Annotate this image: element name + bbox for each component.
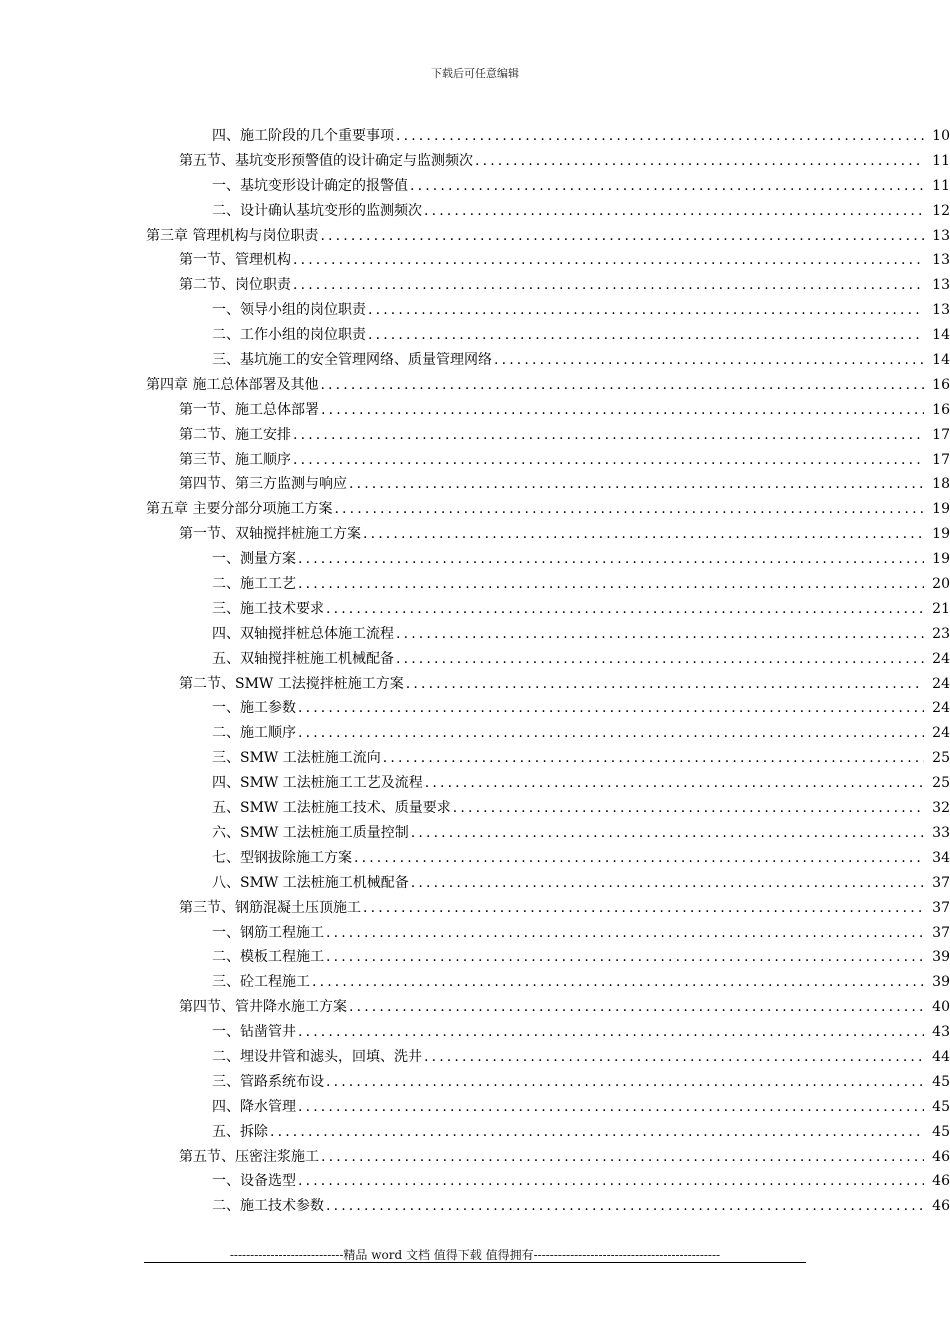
toc-entry-page-number: 14	[932, 352, 950, 369]
toc-entry-title: 八、SMW 工法桩施工机械配备	[212, 874, 409, 891]
toc-entry-title: 第三章 管理机构与岗位职责	[146, 227, 319, 244]
dot-leader	[298, 1095, 924, 1120]
dot-leader	[298, 1020, 924, 1045]
dot-leader	[475, 149, 924, 174]
toc-entry-page-number: 13	[932, 277, 950, 294]
toc-entry-title: 一、施工参数	[212, 700, 296, 717]
toc-entry-page-number: 11	[932, 177, 950, 194]
dot-leader	[383, 746, 924, 771]
toc-entry-title: 第二节、SMW 工法搅拌桩施工方案	[179, 675, 404, 692]
toc-entry[interactable]	[0, 348, 950, 373]
toc-entry-page-number: 16	[932, 376, 950, 393]
toc-entry[interactable]	[0, 323, 950, 348]
toc-entry-title: 一、测量方案	[212, 551, 296, 568]
toc-entry-page-number: 45	[932, 1098, 950, 1115]
dot-leader	[326, 1070, 924, 1095]
toc-entry[interactable]	[0, 199, 950, 224]
toc-entry-title: 五、SMW 工法桩施工技术、质量要求	[212, 800, 451, 817]
dot-leader	[293, 273, 924, 298]
toc-entry-page-number: 40	[932, 999, 950, 1016]
toc-entry-title: 第四章 施工总体部署及其他	[146, 376, 319, 393]
toc-entry[interactable]	[0, 497, 950, 522]
toc-entry-title: 一、领导小组的岗位职责	[212, 302, 366, 319]
toc-entry-title: 第三节、施工顺序	[179, 451, 291, 468]
toc-entry-title: 三、基坑施工的安全管理网络、质量管理网络	[212, 352, 492, 369]
dot-leader	[349, 995, 924, 1020]
toc-entry[interactable]	[0, 1169, 950, 1194]
footer-divider	[144, 1262, 806, 1263]
toc-entry[interactable]	[0, 921, 950, 946]
dot-leader	[326, 597, 924, 622]
dot-leader	[334, 497, 924, 522]
dot-leader	[326, 945, 924, 970]
dot-leader	[396, 647, 924, 672]
dot-leader	[293, 448, 924, 473]
toc-entry-title: 第一节、双轴搅拌桩施工方案	[179, 526, 361, 543]
toc-entry-page-number: 17	[932, 451, 950, 468]
toc-entry-title: 二、施工工艺	[212, 576, 296, 593]
toc-entry-title: 第四节、管井降水施工方案	[179, 999, 347, 1016]
toc-entry-title: 第四节、第三方监测与响应	[179, 476, 347, 493]
dot-leader	[326, 1194, 924, 1219]
toc-entry[interactable]	[0, 896, 950, 921]
toc-entry-page-number: 11	[932, 152, 950, 169]
toc-entry[interactable]	[0, 746, 950, 771]
dot-leader	[363, 896, 924, 921]
toc-entry-page-number: 10	[932, 128, 950, 144]
toc-entry-page-number: 12	[932, 202, 950, 219]
toc-entry-page-number: 24	[932, 725, 950, 742]
toc-entry-page-number: 19	[932, 551, 950, 568]
dot-leader	[368, 298, 924, 323]
toc-entry-title: 四、降水管理	[212, 1098, 296, 1115]
toc-entry-title: 第五节、压密注浆施工	[179, 1148, 319, 1165]
toc-list	[0, 124, 950, 1219]
toc-entry-page-number: 13	[932, 252, 950, 269]
toc-entry-page-number: 19	[932, 526, 950, 543]
dot-leader	[298, 721, 924, 746]
toc-entry-page-number: 13	[932, 227, 950, 244]
toc-entry[interactable]	[0, 1070, 950, 1095]
toc-entry-page-number: 43	[932, 1024, 950, 1041]
toc-entry-page-number: 46	[932, 1198, 950, 1215]
toc-entry[interactable]	[0, 970, 950, 995]
toc-entry-title: 二、施工顺序	[212, 725, 296, 742]
page-footer: ----------------------------精品 word 文档 值得下载 值得拥有----------------------------------------------	[229, 1248, 721, 1262]
toc-entry-page-number: 45	[932, 1073, 950, 1090]
dot-leader	[298, 572, 924, 597]
toc-entry[interactable]	[0, 771, 950, 796]
toc-entry-title: 二、模板工程施工	[212, 949, 324, 966]
toc-entry-page-number: 34	[932, 849, 950, 866]
dot-leader	[368, 323, 924, 348]
toc-entry-page-number: 20	[932, 576, 950, 593]
toc-entry-title: 第二节、施工安排	[179, 426, 291, 443]
toc-entry[interactable]	[0, 174, 950, 199]
toc-entry[interactable]	[0, 448, 950, 473]
dot-leader	[396, 622, 924, 647]
toc-entry[interactable]	[0, 547, 950, 572]
toc-entry-title: 二、工作小组的岗位职责	[212, 327, 366, 344]
toc-entry-page-number: 21	[932, 600, 950, 617]
toc-entry-page-number: 24	[932, 700, 950, 717]
toc-entry[interactable]	[0, 995, 950, 1020]
toc-entry-page-number: 25	[932, 775, 950, 792]
toc-entry-title: 第一节、管理机构	[179, 252, 291, 269]
toc-entry-page-number: 16	[932, 401, 950, 418]
dot-leader	[406, 672, 924, 697]
dot-leader	[396, 124, 924, 149]
toc-entry-title: 二、施工技术参数	[212, 1198, 324, 1215]
toc-entry-title: 五、拆除	[212, 1123, 268, 1140]
toc-entry-page-number: 37	[932, 924, 950, 941]
toc-entry-page-number: 24	[932, 675, 950, 692]
toc-entry-page-number: 37	[932, 874, 950, 891]
toc-entry-title: 三、SMW 工法桩施工流向	[212, 750, 381, 767]
toc-entry-title: 第二节、岗位职责	[179, 277, 291, 294]
toc-entry[interactable]	[0, 871, 950, 896]
toc-entry[interactable]	[0, 846, 950, 871]
toc-entry-page-number: 19	[932, 501, 950, 518]
toc-entry-page-number: 32	[932, 800, 950, 817]
toc-entry[interactable]	[0, 721, 950, 746]
toc-entry-page-number: 44	[932, 1048, 950, 1065]
dot-leader	[326, 921, 924, 946]
toc-entry[interactable]	[0, 796, 950, 821]
toc-entry[interactable]	[0, 622, 950, 647]
dot-leader	[321, 398, 924, 423]
dot-leader	[320, 224, 924, 249]
toc-entry-page-number: 18	[932, 476, 950, 493]
toc-entry-title: 第一节、施工总体部署	[179, 401, 319, 418]
toc-entry[interactable]	[0, 373, 950, 398]
toc-entry[interactable]	[0, 597, 950, 622]
dot-leader	[320, 373, 924, 398]
toc-entry[interactable]	[0, 124, 950, 149]
toc-entry[interactable]	[0, 298, 950, 323]
toc-entry[interactable]	[0, 472, 950, 497]
toc-entry-title: 二、埋设井管和滤头，回填、洗井	[212, 1048, 422, 1065]
dot-leader	[293, 248, 924, 273]
toc-entry[interactable]	[0, 1020, 950, 1045]
toc-entry-page-number: 23	[932, 625, 950, 642]
dot-leader	[312, 970, 924, 995]
toc-entry[interactable]	[0, 522, 950, 547]
dot-leader	[349, 472, 924, 497]
toc-entry-title: 七、型钢拔除施工方案	[212, 849, 352, 866]
dot-leader	[424, 199, 924, 224]
toc-entry[interactable]	[0, 1194, 950, 1219]
toc-entry-page-number: 25	[932, 750, 950, 767]
dot-leader	[453, 796, 924, 821]
dot-leader	[425, 771, 924, 796]
toc-entry-page-number: 17	[932, 426, 950, 443]
dot-leader	[298, 696, 924, 721]
toc-entry[interactable]	[0, 821, 950, 846]
toc-entry-title: 四、双轴搅拌桩总体施工流程	[212, 625, 394, 642]
toc-entry[interactable]	[0, 696, 950, 721]
toc-entry-page-number: 46	[932, 1148, 950, 1165]
toc-entry-title: 一、基坑变形设计确定的报警值	[212, 177, 408, 194]
dot-leader	[293, 423, 924, 448]
toc-entry[interactable]	[0, 248, 950, 273]
toc-entry-title: 第五章 主要分部分项施工方案	[146, 501, 333, 518]
toc-entry-page-number: 39	[932, 974, 950, 991]
toc-entry-title: 二、设计确认基坑变形的监测频次	[212, 202, 422, 219]
dot-leader	[270, 1120, 924, 1145]
toc-entry[interactable]	[0, 572, 950, 597]
toc-entry[interactable]	[0, 273, 950, 298]
toc-entry-title: 一、钻凿管井	[212, 1024, 296, 1041]
toc-entry[interactable]	[0, 398, 950, 423]
toc-entry-title: 一、钢筋工程施工	[212, 924, 324, 941]
dot-leader	[363, 522, 924, 547]
page-header: 下载后可任意编辑	[431, 67, 519, 80]
toc-entry[interactable]	[0, 423, 950, 448]
toc-entry-title: 三、施工技术要求	[212, 600, 324, 617]
dot-leader	[494, 348, 924, 373]
toc-entry-page-number: 39	[932, 949, 950, 966]
toc-entry-page-number: 33	[932, 824, 950, 841]
toc-entry-title: 五、双轴搅拌桩施工机械配备	[212, 650, 394, 667]
toc-entry-title: 第五节、基坑变形预警值的设计确定与监测频次	[179, 152, 473, 169]
dot-leader	[424, 1045, 924, 1070]
dot-leader	[298, 547, 924, 572]
toc-entry-page-number: 24	[932, 650, 950, 667]
toc-entry-page-number: 46	[932, 1173, 950, 1190]
toc-entry-page-number: 37	[932, 899, 950, 916]
toc-entry-title: 四、施工阶段的几个重要事项	[212, 128, 394, 144]
toc-entry[interactable]	[0, 1120, 950, 1145]
dot-leader	[298, 1169, 924, 1194]
toc-entry-page-number: 45	[932, 1123, 950, 1140]
toc-entry[interactable]	[0, 1045, 950, 1070]
toc-entry-title: 三、砼工程施工	[212, 974, 310, 991]
dot-leader	[321, 1145, 924, 1170]
toc-entry-title: 一、设备选型	[212, 1173, 296, 1190]
toc-entry[interactable]	[0, 149, 950, 174]
toc-entry[interactable]	[0, 1095, 950, 1120]
toc-entry-page-number: 14	[932, 327, 950, 344]
toc-entry-title: 第三节、钢筋混凝土压顶施工	[179, 899, 361, 916]
toc-entry[interactable]	[0, 945, 950, 970]
toc-entry[interactable]	[0, 672, 950, 697]
toc-entry[interactable]	[0, 224, 950, 249]
toc-entry-title: 四、SMW 工法桩施工工艺及流程	[212, 775, 423, 792]
dot-leader	[411, 821, 924, 846]
toc-entry-title: 三、管路系统布设	[212, 1073, 324, 1090]
toc-entry[interactable]	[0, 647, 950, 672]
dot-leader	[410, 174, 924, 199]
toc-entry-page-number: 13	[932, 302, 950, 319]
dot-leader	[354, 846, 924, 871]
toc-entry-title: 六、SMW 工法桩施工质量控制	[212, 824, 409, 841]
dot-leader	[411, 871, 924, 896]
toc-entry[interactable]	[0, 1145, 950, 1170]
